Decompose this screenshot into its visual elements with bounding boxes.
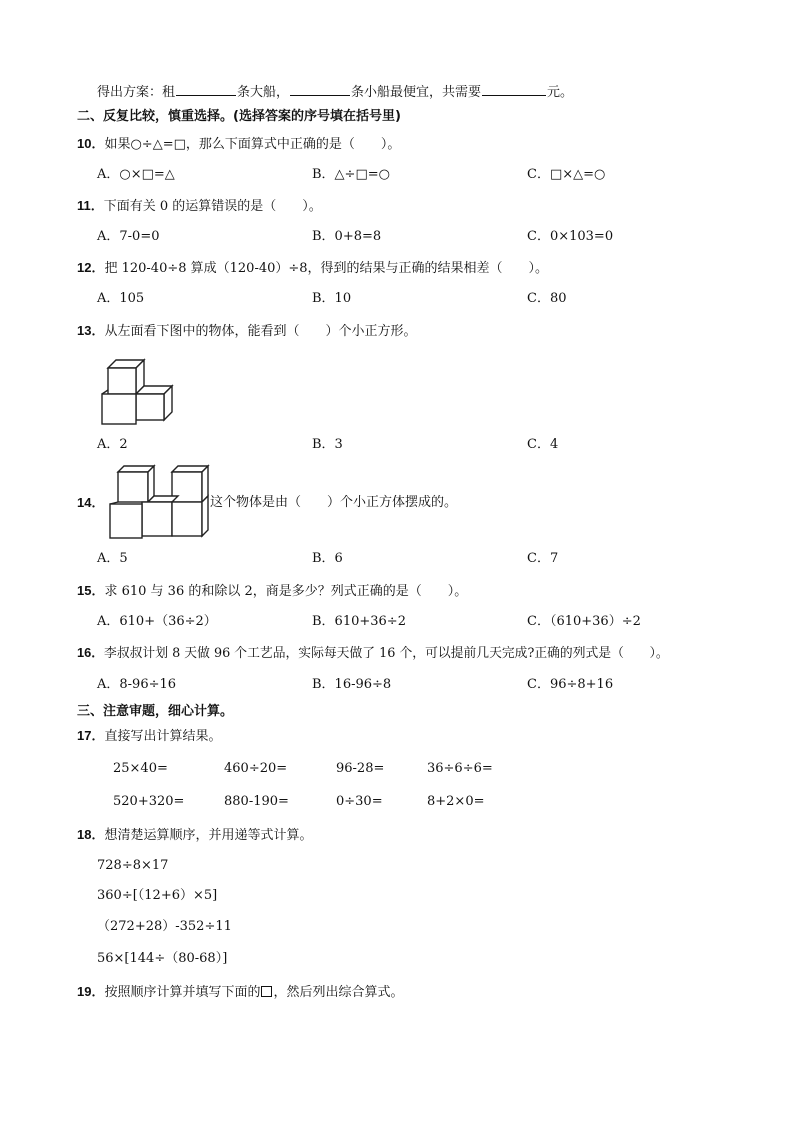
q9-mid1: 条大船， (237, 85, 290, 100)
q13-option-a[interactable]: A．2 (97, 437, 128, 452)
q10-option-c[interactable]: C．□×△=○ (527, 167, 606, 182)
q16-stem (77, 644, 669, 663)
q12-number: 12． (77, 260, 105, 275)
q9-blank-big-boats[interactable] (176, 82, 236, 96)
q17-calc-8[interactable]: 8+2×0= (427, 794, 485, 809)
q12-stem (77, 259, 548, 278)
q15-option-c[interactable]: C．（610+36）÷2 (527, 614, 641, 629)
q9-scheme-line (97, 82, 573, 102)
q17-calc-4[interactable]: 36÷6÷6= (427, 761, 493, 776)
q10-number: 10． (77, 136, 105, 151)
q12-option-a[interactable]: A．105 (97, 291, 145, 306)
q16-option-c[interactable]: C．96÷8+16 (527, 677, 614, 692)
section3-title: 三、注意审题，细心计算。 (77, 704, 234, 719)
q9-mid2: 条小船最便宜，共需要 (351, 85, 482, 100)
q19-number: 19． (77, 984, 105, 999)
q11-number: 11． (77, 198, 104, 213)
q15-stem (77, 582, 467, 601)
q18-item-1[interactable]: 728÷8×17 (97, 858, 169, 873)
q15-number: 15． (77, 583, 105, 598)
q17-calc-6[interactable]: 880-190= (224, 794, 289, 809)
q15-option-a[interactable]: A．610+（36÷2） (97, 614, 217, 629)
q10-stem (77, 135, 400, 154)
q13-option-b[interactable]: B．3 (312, 437, 343, 452)
q14-cube-figure (108, 464, 212, 542)
q14-option-c[interactable]: C．7 (527, 551, 559, 566)
q17-number: 17． (77, 728, 105, 743)
q18-stem (77, 826, 312, 845)
q13-cube-figure (100, 358, 180, 428)
q18-number: 18． (77, 827, 105, 842)
q12-text: 把 120-40÷8 算成（120-40）÷8，得到的结果与正确的结果相差（ ）。 (104, 261, 549, 276)
q17-text: 直接写出计算结果。 (104, 729, 222, 744)
q14-number-line (77, 494, 104, 513)
q17-calc-3[interactable]: 96-28= (336, 761, 385, 776)
q17-calc-1[interactable]: 25×40= (113, 761, 168, 776)
q17-calc-5[interactable]: 520+320= (113, 794, 185, 809)
q12-option-b[interactable]: B．10 (312, 291, 352, 306)
q9-blank-cost[interactable] (482, 82, 546, 96)
q18-item-2[interactable]: 360÷[（12+6）×5] (97, 888, 218, 903)
q13-number: 13． (77, 323, 105, 338)
q13-text: 从左面看下图中的物体，能看到（ ）个小正方形。 (104, 324, 417, 339)
q11-stem (77, 197, 322, 216)
q10-option-b[interactable]: B．△÷□=○ (312, 167, 390, 182)
q11-option-b[interactable]: B．0+8=8 (312, 229, 382, 244)
q11-option-c[interactable]: C．0×103=0 (527, 229, 614, 244)
q15-text: 求 610 与 36 的和除以 2，商是多少？列式正确的是（ ）。 (104, 584, 468, 599)
square-box-icon (261, 986, 272, 997)
q16-option-a[interactable]: A．8-96÷16 (97, 677, 177, 692)
q13-option-c[interactable]: C．4 (527, 437, 559, 452)
q10-text: 如果○÷△=□，那么下面算式中正确的是（ ）。 (104, 137, 401, 152)
q16-text: 李叔叔计划 8 天做 96 个工艺品，实际每天做了 16 个，可以提前几天完成?正确的列式是（ ）。 (104, 646, 669, 661)
q19-text-after: ，然后列出综合算式。 (273, 985, 404, 1000)
q10-option-a[interactable]: A．○×□=△ (97, 167, 175, 182)
q14-text: 这个物体是由（ ）个小正方体摆成的。 (210, 495, 458, 510)
q17-calc-7[interactable]: 0÷30= (336, 794, 383, 809)
q11-text: 下面有关 0 的运算错误的是（ ）。 (103, 199, 322, 214)
q16-option-b[interactable]: B．16-96÷8 (312, 677, 392, 692)
q11-option-a[interactable]: A．7-0=0 (97, 229, 160, 244)
q9-suffix: 元。 (547, 85, 574, 100)
section2-title: 二、反复比较，慎重选择。(选择答案的序号填在括号里) (77, 109, 401, 124)
q9-blank-small-boats[interactable] (290, 82, 350, 96)
q19-text-before: 按照顺序计算并填写下面的 (104, 985, 261, 1000)
q16-number: 16． (77, 645, 105, 660)
q19-stem (77, 983, 404, 1002)
q17-calc-2[interactable]: 460÷20= (224, 761, 288, 776)
q12-option-c[interactable]: C．80 (527, 291, 567, 306)
q18-item-4[interactable]: 56×[144÷（80-68）] (97, 951, 228, 966)
q17-stem (77, 727, 221, 746)
q18-text: 想清楚运算顺序，并用递等式计算。 (104, 828, 313, 843)
q14-option-b[interactable]: B．6 (312, 551, 343, 566)
q18-item-3[interactable]: （272+28）-352÷11 (97, 919, 232, 934)
q15-option-b[interactable]: B．610+36÷2 (312, 614, 406, 629)
q9-prefix: 得出方案：租 (97, 85, 176, 100)
q13-stem (77, 322, 416, 341)
q14-number: 14． (77, 495, 105, 510)
q14-option-a[interactable]: A．5 (97, 551, 128, 566)
